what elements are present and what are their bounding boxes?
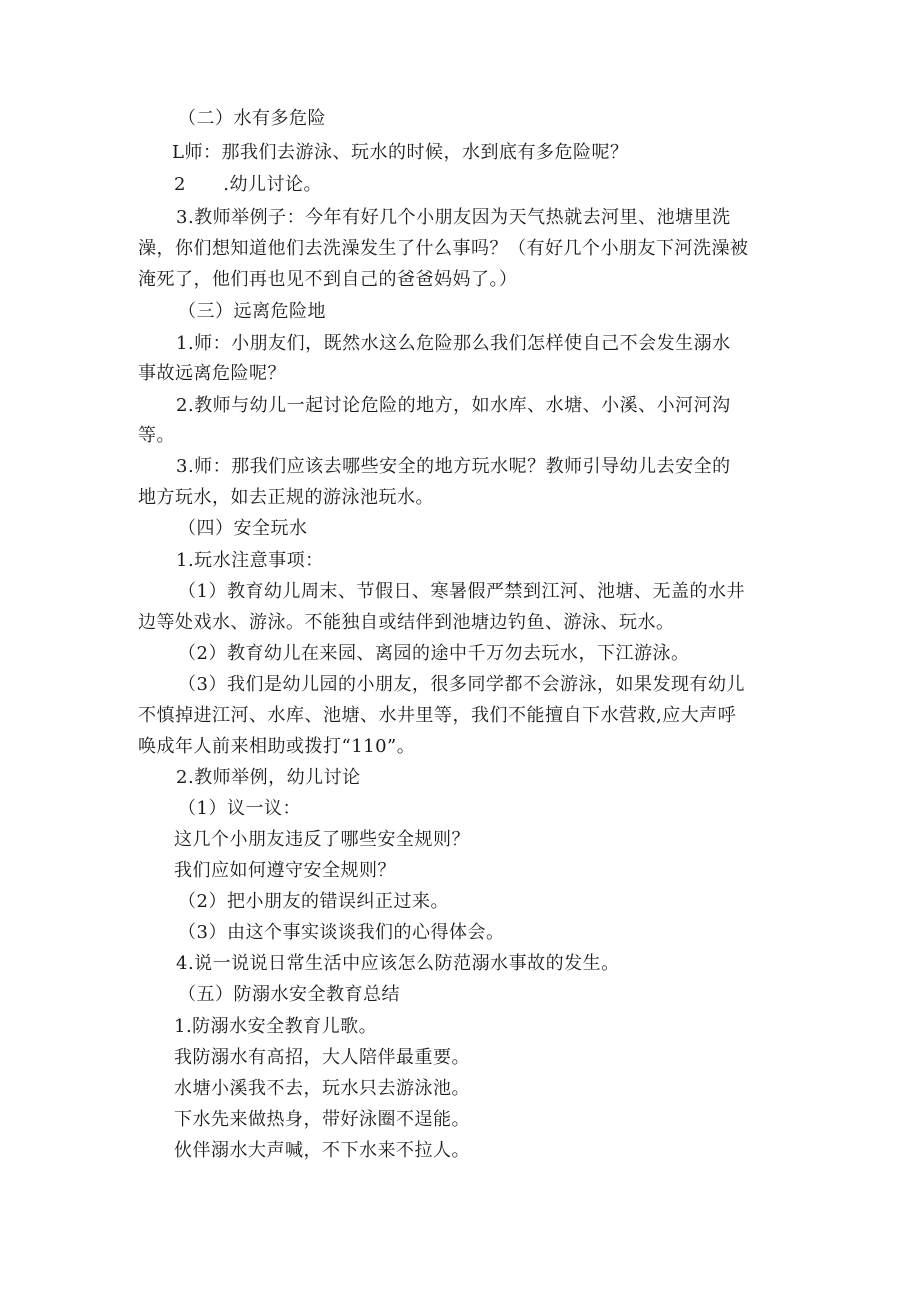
- paragraph-line: 2.教师与幼儿一起讨论危险的地方，如水库、水塘、小溪、小河河沟: [176, 395, 731, 416]
- paragraph-line: 3.师：那我们应该去哪些安全的地方玩水呢？教师引导幼儿去安全的: [176, 456, 731, 477]
- poem-line: 伙伴溺水大声喊，不下水来不拉人。: [174, 1140, 470, 1161]
- paragraph-line: 1.玩水注意事项：: [176, 550, 324, 571]
- poem-line: 下水先来做热身，带好泳圈不逞能。: [174, 1109, 470, 1130]
- paragraph-line: L师：那我们去游泳、玩水的时候，水到底有多危险呢？: [172, 142, 629, 163]
- paragraph-line: 2 .幼儿讨论。: [174, 174, 323, 195]
- poem-line: 我防溺水有高招，大人陪伴最重要。: [174, 1047, 470, 1068]
- section-heading-3: （三）远离危险地: [178, 301, 326, 322]
- paragraph-line: 澡，你们想知道他们去洗澡发生了什么事吗？（有好几个小朋友下河洗澡被: [138, 238, 749, 259]
- paragraph-line: 唤成年人前来相助或拨打“110”。: [138, 736, 416, 757]
- paragraph-line: 淹死了，他们再也见不到自己的爸爸妈妈了。）: [138, 269, 518, 290]
- paragraph-line: 等。: [138, 425, 175, 446]
- paragraph-line: （2）把小朋友的错误纠正过来。: [178, 891, 449, 912]
- poem-line: 水塘小溪我不去，玩水只去游泳池。: [174, 1078, 470, 1099]
- paragraph-line: 这几个小朋友违反了哪些安全规则？: [174, 829, 470, 850]
- paragraph-line: 1.师：小朋友们，既然水这么危险那么我们怎样使自己不会发生溺水: [176, 333, 731, 354]
- paragraph-line: 边等处戏水、游泳。不能独自或结伴到池塘边钓鱼、游泳、玩水。: [138, 612, 675, 633]
- paragraph-line: （3）由这个事实谈谈我们的心得体会。: [178, 922, 505, 943]
- section-heading-5: （五）防溺水安全教育总结: [178, 984, 400, 1005]
- paragraph-line: （2）教育幼儿在来园、离园的途中千万勿去玩水，下江游泳。: [178, 643, 690, 664]
- paragraph-line: （1）议一议：: [178, 798, 301, 819]
- paragraph-line: 我们应如何遵守安全规则？: [174, 860, 396, 881]
- paragraph-line: （3）我们是幼儿园的小朋友，很多同学都不会游泳，如果发现有幼儿: [178, 674, 745, 695]
- paragraph-line: 3.教师举例子：今年有好几个小朋友因为天气热就去河里、池塘里洗: [176, 207, 731, 228]
- paragraph-line: （1）教育幼儿周末、节假日、寒暑假严禁到江河、池塘、无盖的水井: [178, 581, 745, 602]
- paragraph-line: 2.教师举例，幼儿讨论: [176, 767, 361, 788]
- paragraph-line: 不慎掉进江河、水库、池塘、水井里等，我们不能擅自下水营救,应大声呼: [138, 705, 737, 726]
- paragraph-line: 地方玩水，如去正规的游泳池玩水。: [138, 487, 434, 508]
- paragraph-line: 4.说一说说日常生活中应该怎么防范溺水事故的发生。: [176, 953, 620, 974]
- section-heading-2: （二）水有多危险: [178, 108, 326, 129]
- paragraph-line: 事故远离危险呢？: [138, 363, 286, 384]
- section-heading-4: （四）安全玩水: [178, 518, 308, 539]
- paragraph-line: 1.防溺水安全教育儿歌。: [174, 1016, 378, 1037]
